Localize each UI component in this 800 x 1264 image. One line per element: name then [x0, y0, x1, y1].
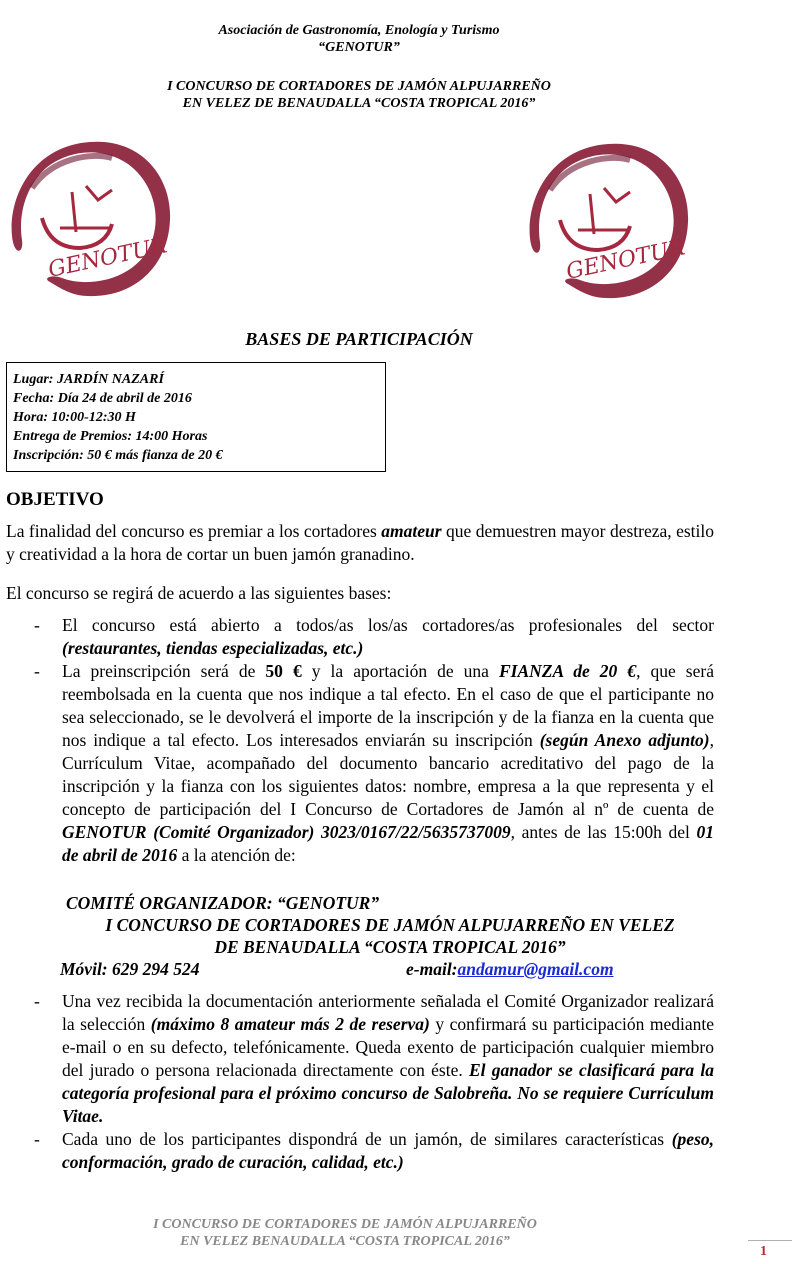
text-run: Una vez recibida la documentación anteriormente señalada el Comité Organizador realizará la selección: [62, 991, 714, 1034]
list-item-text: [62, 990, 714, 1128]
text-run: GENOTUR (Comité Organizador) 3023/0167/22/5635737009: [62, 822, 511, 842]
footer-line2: EN VELEZ BENAUDALLA “COSTA TROPICAL 2016”: [180, 1234, 510, 1249]
genotur-logo-left: [2, 128, 178, 304]
info-premios: Entrega de Premios: 14:00 Horas: [13, 429, 208, 444]
text-run: La preinscripción será de: [62, 661, 266, 681]
text-run: que demuestren mayor destreza, estilo y creatividad a la hora de cortar un buen jamón granadino.: [6, 521, 714, 564]
text-run: (peso, conformación, grado de curación, calidad, etc.): [62, 1129, 714, 1172]
info-inscripcion: Inscripción: 50 € más fianza de 20 €: [13, 448, 223, 463]
genotur-logo-right: [520, 130, 696, 306]
list-dash: -: [34, 1129, 40, 1149]
text-run: El ganador se clasificará para la categoría profesional para el próximo concurso de Salobreña. No se requiere Currículum Vitae.: [62, 1060, 714, 1126]
association-line: Asociación de Gastronomía, Enología y Turismo: [218, 23, 500, 38]
list-item: [6, 614, 714, 660]
info-fecha: Fecha: Día 24 de abril de 2016: [13, 391, 192, 406]
text-run: y la aportación de una: [301, 661, 499, 681]
list-dash: -: [34, 661, 40, 681]
text-run: a la atención de:: [177, 845, 296, 865]
committee-line2: I CONCURSO DE CORTADORES DE JAMÓN ALPUJARREÑO EN VELEZ: [105, 915, 675, 935]
section-heading-objetivo: OBJETIVO: [6, 489, 104, 510]
list-item: [6, 660, 714, 867]
text-run: (máximo 8 amateur más 2 de reserva): [150, 1014, 430, 1034]
text-run: (según Anexo adjunto): [539, 730, 710, 750]
text-run: , Currículum Vitae, acompañado del documento bancario acreditativo del pago de la inscripción y la fianza con los siguientes datos: nombre, empresa a la que representa y el concepto de participación del I Concurso de Cortadores de Jamón al nº de cuenta de: [62, 730, 714, 819]
list-item: [6, 1128, 714, 1174]
bases-list-continued: [6, 990, 714, 1174]
text-run: 50 €: [265, 661, 302, 681]
contest-title-line1: I CONCURSO DE CORTADORES DE JAMÓN ALPUJARREÑO: [167, 79, 551, 94]
logo-text: GENOTUR: [46, 233, 170, 283]
text-amateur: amateur: [381, 521, 442, 541]
contest-title-line2: EN VELEZ DE BENAUDALLA “COSTA TROPICAL 2016”: [182, 96, 536, 111]
committee-line1: COMITÉ ORGANIZADOR: “GENOTUR”: [66, 893, 380, 913]
logo-text: GENOTUR: [564, 235, 688, 285]
info-lugar: Lugar: JARDÍN NAZARÍ: [13, 372, 164, 387]
email-label: e-mail:: [406, 959, 458, 979]
page-title: BASES DE PARTICIPACIÓN: [245, 329, 473, 349]
text-run: La finalidad del concurso es premiar a los cortadores: [6, 521, 382, 541]
list-dash: -: [34, 615, 40, 635]
association-name: “GENOTUR”: [318, 40, 400, 55]
header-contest: [0, 78, 718, 112]
page-number: 1: [760, 1244, 767, 1259]
list-item: [6, 990, 714, 1128]
text-run: , antes de las 15:00h del: [510, 822, 697, 842]
text-run: , que será reembolsada en la cuenta que nos indique a tal efecto. En el caso de que el participante no sea seleccionado, se le devolverá el importe de la inscripción y de la fianza en la cuenta que nos indique a tal efecto. Los interesados enviarán su inscripción: [62, 661, 714, 750]
list-item-text: [62, 614, 714, 660]
footer-line1: I CONCURSO DE CORTADORES DE JAMÓN ALPUJARREÑO: [153, 1217, 537, 1232]
page-footer: [0, 1216, 690, 1250]
text-run: Cada uno de los participantes dispondrá de un jamón, de similares características: [62, 1129, 672, 1149]
text-run: El concurso está abierto a todos/as los/as cortadores/as profesionales del sector: [62, 615, 714, 635]
objetivo-paragraph: [6, 520, 714, 566]
event-info-box: [6, 362, 386, 472]
text-run: FIANZA de 20 €: [498, 661, 637, 681]
committee-line3: DE BENAUDALLA “COSTA TROPICAL 2016”: [214, 937, 566, 957]
genotur-logo-icon: [2, 128, 178, 304]
committee-block: [60, 892, 720, 980]
committee-phone: Móvil: 629 294 524: [60, 959, 200, 979]
list-dash: -: [34, 991, 40, 1011]
committee-contacts: [60, 958, 720, 980]
page-number-rule: [748, 1240, 792, 1241]
bases-intro: El concurso se regirá de acuerdo a las siguientes bases:: [6, 583, 392, 603]
header-association: [0, 22, 718, 56]
text-run: y confirmará su participación mediante e-mail o en su defecto, telefónicamente. Queda exento de participación cualquier miembro del jurado o persona relacionada directamente con éste.: [62, 1014, 715, 1080]
text-run: 01 de abril de 2016: [62, 822, 714, 865]
bases-list: [6, 614, 714, 867]
text-run: (restaurantes, tiendas especializadas, etc.): [62, 638, 364, 658]
list-item-text: [62, 660, 714, 867]
email-link[interactable]: andamur@gmail.com: [457, 959, 614, 979]
info-hora: Hora: 10:00-12:30 H: [13, 410, 136, 425]
genotur-logo-icon: [520, 130, 696, 306]
list-item-text: [62, 1128, 714, 1174]
